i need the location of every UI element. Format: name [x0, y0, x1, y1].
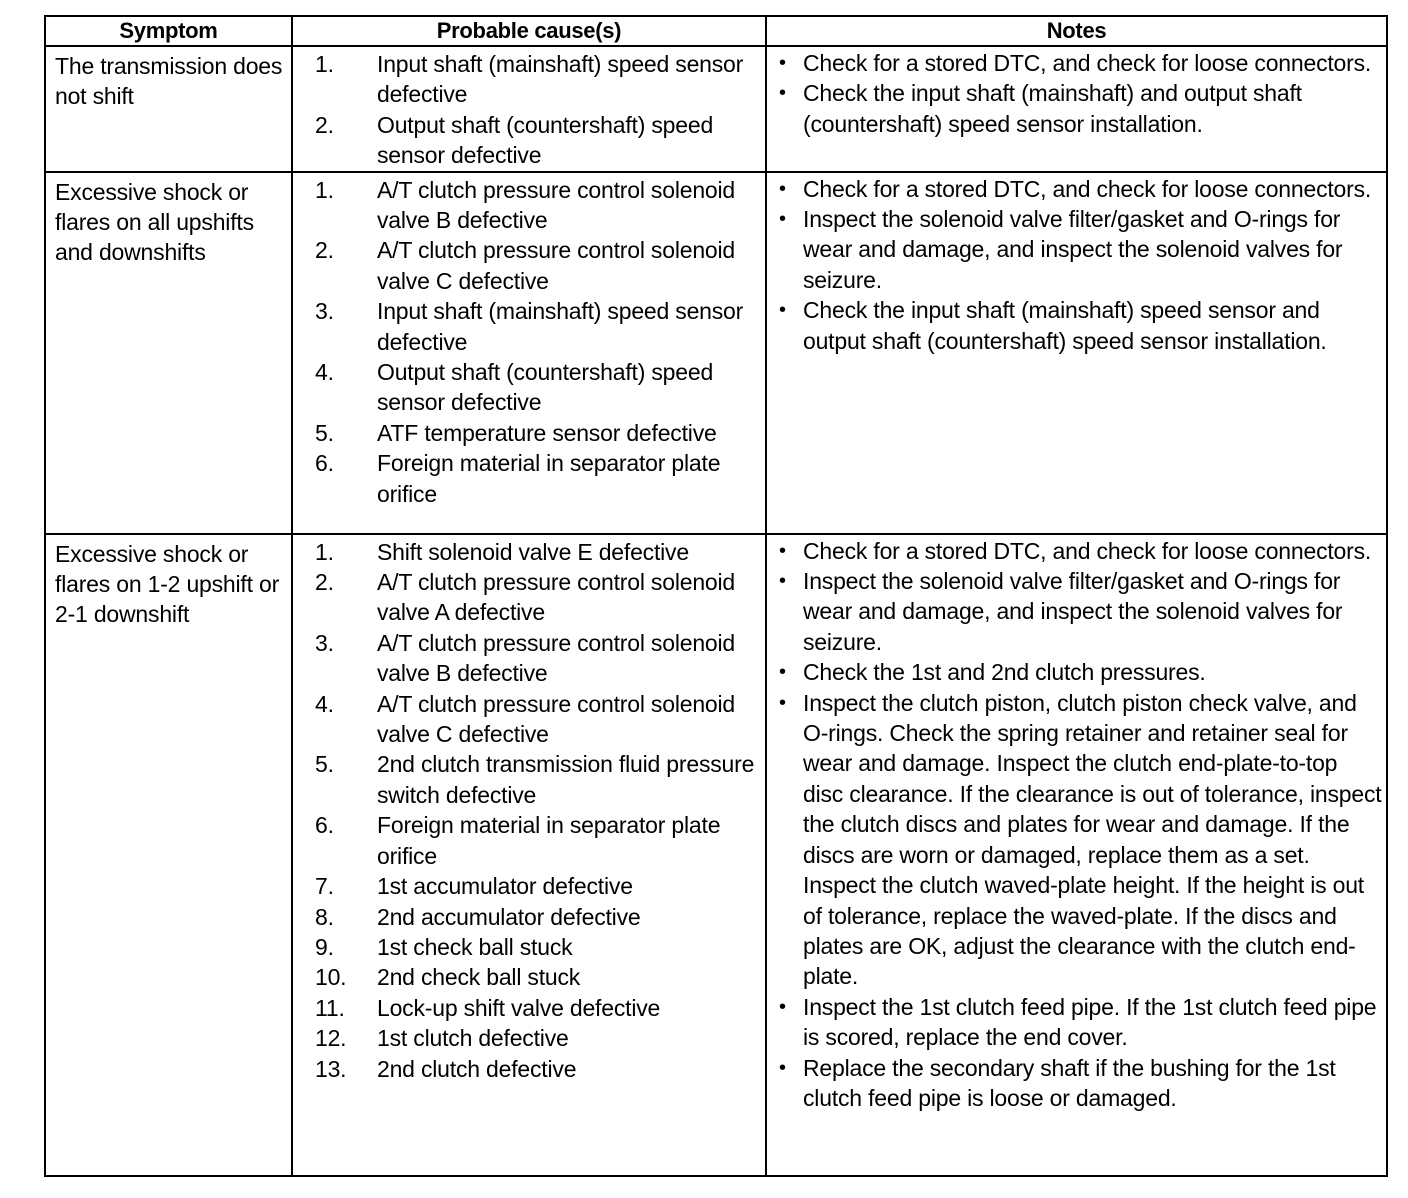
- cause-number: 6.: [315, 450, 334, 477]
- cause-number: 10.: [315, 964, 347, 991]
- cause-number: 7.: [315, 873, 334, 900]
- cause-item: [315, 49, 761, 110]
- cause-text: A/T clutch pressure control solenoid valve C defective: [377, 690, 736, 748]
- cause-item: [315, 962, 761, 992]
- note-text: Check for a stored DTC, and check for loose connectors.: [803, 175, 1372, 202]
- note-item: [779, 688, 1382, 992]
- cause-item: [315, 932, 761, 962]
- cause-text: Shift solenoid valve E defective: [377, 538, 689, 565]
- cause-item: [315, 810, 761, 871]
- cause-item: [315, 296, 761, 357]
- causes-list: [293, 535, 765, 1084]
- cause-text: A/T clutch pressure control solenoid valve A defective: [377, 569, 736, 626]
- note-text: Check for a stored DTC, and check for loose connectors.: [803, 537, 1372, 564]
- cause-number: 13.: [315, 1055, 347, 1082]
- note-item: [779, 295, 1382, 356]
- cause-item: [315, 902, 761, 932]
- cause-item: [315, 567, 761, 628]
- cause-text: 2nd check ball stuck: [377, 964, 581, 991]
- note-item: [779, 48, 1382, 78]
- symptom-cell: [45, 46, 292, 172]
- causes-cell: [292, 534, 766, 1176]
- table-row: [45, 534, 1387, 1176]
- bullet-icon: •: [779, 52, 786, 74]
- cause-text: 2nd accumulator defective: [377, 903, 641, 930]
- causes-cell: [292, 172, 766, 534]
- cause-item: [315, 175, 761, 236]
- cause-number: 4.: [315, 359, 334, 386]
- bullet-icon: •: [779, 208, 786, 231]
- bullet-icon: •: [779, 177, 786, 200]
- notes-cell: [766, 172, 1387, 534]
- note-text: Check the 1st and 2nd clutch pressures.: [803, 659, 1206, 686]
- note-text: Check the input shaft (mainshaft) and output shaft (countershaft) speed sensor installation.: [803, 80, 1302, 137]
- header-symptom: Symptom: [45, 16, 292, 46]
- symptom-text: Excessive shock or flares on 1-2 upshift or 2-1 downshift: [55, 540, 280, 628]
- bullet-icon: •: [779, 1056, 786, 1079]
- cause-text: Output shaft (countershaft) speed sensor defective: [377, 111, 714, 169]
- bullet-icon: •: [779, 691, 786, 714]
- symptom-text: The transmission does not shift: [55, 53, 283, 110]
- cause-number: 4.: [315, 690, 334, 717]
- cause-text: Lock-up shift valve defective: [377, 994, 661, 1021]
- cause-text: 1st clutch defective: [377, 1025, 569, 1052]
- note-item: [779, 1053, 1382, 1114]
- table-row: [45, 46, 1387, 172]
- header-probable-causes: Probable cause(s): [292, 16, 766, 46]
- cause-number: 2.: [315, 111, 334, 138]
- cause-item: [315, 1023, 761, 1053]
- cause-item: [315, 871, 761, 901]
- cause-item: [315, 235, 761, 296]
- cause-number: 6.: [315, 812, 334, 839]
- cause-item: [315, 448, 761, 509]
- cause-number: 2.: [315, 569, 334, 596]
- note-item: [779, 78, 1382, 139]
- cause-text: 2nd clutch transmission fluid pressure switch defective: [377, 751, 755, 808]
- notes-list: [767, 173, 1386, 356]
- causes-list: [293, 47, 765, 171]
- table-row: [45, 172, 1387, 534]
- cause-number: 12.: [315, 1025, 347, 1052]
- note-text: Inspect the solenoid valve filter/gasket and O-rings for wear and damage, and inspect the solenoid valves for seizure.: [803, 206, 1343, 293]
- cause-text: 1st accumulator defective: [377, 873, 633, 900]
- cause-text: Output shaft (countershaft) speed sensor defective: [377, 359, 714, 416]
- cause-item: [315, 418, 761, 448]
- notes-cell: [766, 46, 1387, 172]
- cause-text: 2nd clutch defective: [377, 1055, 577, 1082]
- cause-number: 1.: [315, 176, 334, 203]
- bullet-icon: •: [779, 995, 786, 1018]
- cause-text: Foreign material in separator plate orifice: [377, 450, 721, 507]
- causes-cell: [292, 46, 766, 172]
- header-notes: Notes: [766, 16, 1387, 46]
- note-text: Check for a stored DTC, and check for loose connectors.: [803, 50, 1372, 76]
- note-text: Replace the secondary shaft if the bushing for the 1st clutch feed pipe is loose or damaged.: [803, 1054, 1336, 1111]
- notes-list: [767, 535, 1386, 1114]
- cause-text: A/T clutch pressure control solenoid valve C defective: [377, 237, 736, 294]
- symptom-cell: [45, 534, 292, 1176]
- note-text: Inspect the 1st clutch feed pipe. If the 1st clutch feed pipe is scored, replace the end cover.: [803, 993, 1377, 1051]
- cause-text: Foreign material in separator plate orifice: [377, 812, 721, 869]
- cause-number: 5.: [315, 419, 334, 446]
- cause-number: 3.: [315, 629, 334, 656]
- bullet-icon: •: [779, 299, 786, 322]
- note-item: [779, 204, 1382, 295]
- note-text: Inspect the solenoid valve filter/gasket and O-rings for wear and damage, and inspect the solenoid valves for seizure.: [803, 568, 1343, 655]
- cause-text: Input shaft (mainshaft) speed sensor defective: [377, 298, 744, 355]
- note-text: Inspect the clutch piston, clutch piston check valve, and O-rings. Check the spring retainer and retainer seal for wear and damage. Inspect the clutch end-plate-to-top disc clearance. If the clearance is out of tolerance, inspect the clutch discs and plates for wear and damage. If the discs are worn or damaged, replace them as a set. Inspect the clutch waved-plate height. If the height is out of tolerance, replace the waved-plate. If the discs and plates are OK, adjust the clearance with the clutch end-plate.: [803, 689, 1382, 990]
- cause-number: 8.: [315, 903, 334, 930]
- bullet-icon: •: [779, 570, 786, 593]
- symptom-cell: [45, 172, 292, 534]
- cause-item: [315, 993, 761, 1023]
- cause-item: [315, 357, 761, 418]
- note-item: [779, 174, 1382, 204]
- cause-text: A/T clutch pressure control solenoid valve B defective: [377, 629, 736, 687]
- bullet-icon: •: [779, 661, 786, 684]
- note-item: [779, 566, 1382, 657]
- notes-list: [767, 47, 1386, 139]
- cause-text: Input shaft (mainshaft) speed sensor defective: [377, 51, 744, 108]
- troubleshooting-document: [44, 15, 1386, 1177]
- cause-item: [315, 1054, 761, 1084]
- bullet-icon: •: [779, 539, 786, 562]
- troubleshooting-table: [44, 15, 1388, 1177]
- cause-number: 1.: [315, 51, 334, 77]
- note-item: [779, 992, 1382, 1053]
- cause-number: 5.: [315, 751, 334, 778]
- note-text: Check the input shaft (mainshaft) speed sensor and output shaft (countershaft) speed sensor installation.: [803, 297, 1327, 354]
- cause-number: 3.: [315, 298, 334, 325]
- cause-number: 1.: [315, 538, 334, 565]
- cause-item: [315, 689, 761, 750]
- cause-item: [315, 628, 761, 689]
- cause-text: A/T clutch pressure control solenoid valve B defective: [377, 176, 736, 234]
- bullet-icon: •: [779, 82, 786, 105]
- symptom-text: Excessive shock or flares on all upshifts and downshifts: [55, 178, 254, 266]
- note-item: [779, 536, 1382, 566]
- cause-text: ATF temperature sensor defective: [377, 419, 717, 446]
- cause-item: [315, 110, 761, 171]
- notes-cell: [766, 534, 1387, 1176]
- cause-text: 1st check ball stuck: [377, 933, 573, 960]
- cause-number: 2.: [315, 237, 334, 264]
- cause-number: 9.: [315, 933, 334, 960]
- cause-item: [315, 749, 761, 810]
- cause-number: 11.: [315, 994, 345, 1021]
- cause-item: [315, 537, 761, 567]
- causes-list: [293, 173, 765, 509]
- note-item: [779, 657, 1382, 687]
- table-header-row: [45, 16, 1387, 46]
